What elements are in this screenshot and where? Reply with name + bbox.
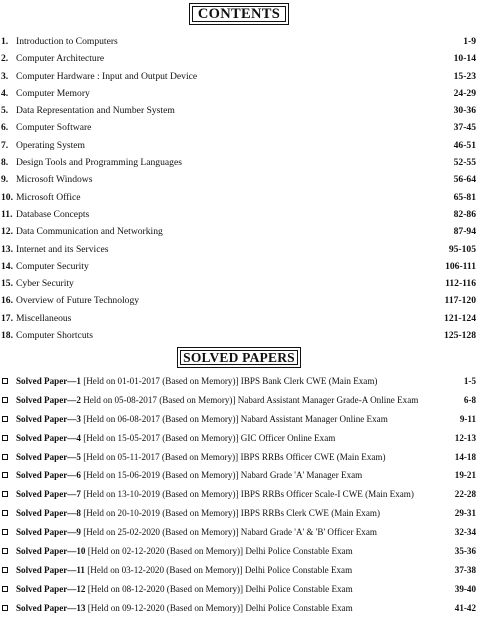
chapter-number: 2. — [1, 53, 9, 65]
chapter-row — [0, 102, 480, 119]
solved-paper-detail: [Held on 05-11-2017 (Based on Memory)] IBPS RRBs Officer CWE (Main Exam) — [80, 451, 386, 462]
checkbox-bullet-icon — [2, 567, 8, 573]
solved-paper-row — [0, 504, 480, 523]
chapter-row — [0, 137, 480, 154]
chapter-number: 15. — [1, 278, 13, 290]
solved-papers-heading-text: SOLVED PAPERS — [183, 349, 295, 365]
solved-paper-detail: [Held on 02-12-2020 (Based on Memory)] Delhi Police Constable Exam — [85, 546, 353, 557]
checkbox-bullet-icon — [2, 548, 8, 554]
solved-paper-detail: [Held on 01-01-2017 (Based on Memory)] IBPS Bank Clerk CWE (Main Exam) — [80, 376, 378, 386]
solved-paper-text — [16, 485, 414, 504]
solved-paper-detail: Held on 05-08-2017 (Based on Memory)] Nabard Assistant Manager Grade-A Online Exam — [80, 394, 419, 405]
chapter-row — [0, 33, 480, 50]
checkbox-bullet-icon — [2, 529, 8, 535]
chapter-number: 6. — [1, 122, 9, 134]
solved-paper-detail: [Held on 15-06-2019 (Based on Memory)] Nabard Grade 'A' Manager Exam — [80, 470, 363, 481]
chapter-pages: 95-105 — [448, 243, 476, 255]
contents-heading — [189, 3, 289, 25]
chapter-pages: 46-51 — [453, 139, 476, 151]
chapter-pages: 121-124 — [444, 312, 476, 324]
solved-paper-pages: 14-18 — [454, 451, 476, 462]
solved-paper-pages: 9-11 — [459, 413, 476, 424]
solved-paper-text — [16, 429, 335, 448]
solved-paper-text — [16, 542, 353, 561]
chapter-title: Overview of Future Technology — [16, 295, 140, 307]
chapter-number: 18. — [1, 330, 13, 342]
solved-paper-text — [16, 466, 362, 485]
chapter-row — [0, 327, 480, 344]
solved-paper-pages: 19-21 — [454, 470, 476, 481]
solved-paper-row — [0, 580, 480, 599]
solved-paper-row — [0, 429, 480, 448]
checkbox-bullet-icon — [2, 491, 8, 497]
chapter-row — [0, 275, 480, 292]
contents-heading-inner-border — [192, 6, 286, 22]
solved-paper-label: Solved Paper—6 — [16, 470, 81, 481]
chapter-pages: 30-36 — [453, 105, 476, 117]
chapter-title: Computer Shortcuts — [16, 330, 94, 342]
solved-paper-label: Solved Paper—12 — [16, 583, 86, 594]
solved-paper-detail: [Held on 15-05-2017 (Based on Memory)] GIC Officer Online Exam — [80, 432, 336, 443]
chapter-pages: 1-9 — [463, 36, 476, 47]
solved-papers-heading-inner-border — [180, 350, 298, 365]
chapter-title: Design Tools and Programming Languages — [16, 157, 182, 169]
solved-paper-row — [0, 523, 480, 542]
chapter-row — [0, 292, 480, 309]
chapter-title: Data Communication and Networking — [16, 226, 163, 238]
chapter-row — [0, 68, 480, 85]
solved-paper-text — [16, 391, 418, 410]
solved-paper-label: Solved Paper—4 — [16, 432, 81, 443]
chapter-pages: 37-45 — [453, 122, 476, 134]
checkbox-bullet-icon — [2, 605, 8, 611]
solved-paper-row — [0, 542, 480, 561]
solved-paper-text — [16, 372, 377, 391]
solved-paper-label: Solved Paper—11 — [16, 564, 85, 575]
chapter-number: 1. — [1, 36, 9, 47]
solved-paper-row — [0, 391, 480, 410]
chapter-row — [0, 206, 480, 223]
solved-papers-heading — [177, 347, 301, 368]
solved-paper-row — [0, 372, 480, 391]
chapter-number: 12. — [1, 226, 13, 238]
solved-paper-text — [16, 599, 353, 618]
solved-paper-row — [0, 485, 480, 504]
solved-paper-pages: 35-36 — [454, 546, 476, 557]
chapter-title: Cyber Security — [16, 278, 74, 290]
solved-paper-pages: 1-5 — [463, 376, 476, 386]
chapter-title: Introduction to Computers — [16, 36, 118, 47]
chapter-title: Computer Hardware : Input and Output Device — [16, 70, 198, 82]
checkbox-bullet-icon — [2, 378, 8, 384]
solved-paper-pages: 37-38 — [454, 564, 476, 575]
chapter-row — [0, 119, 480, 136]
chapter-row — [0, 154, 480, 171]
chapter-title: Computer Security — [16, 260, 89, 272]
chapter-number: 3. — [1, 70, 9, 82]
chapter-row — [0, 171, 480, 188]
chapter-list — [0, 33, 480, 344]
checkbox-bullet-icon — [2, 416, 8, 422]
checkbox-bullet-icon — [2, 510, 8, 516]
solved-paper-pages: 6-8 — [463, 394, 476, 405]
solved-paper-pages: 32-34 — [454, 527, 476, 538]
solved-paper-text — [16, 561, 352, 580]
chapter-number: 16. — [1, 295, 13, 307]
chapter-pages: 112-116 — [445, 278, 476, 290]
solved-paper-label: Solved Paper—9 — [16, 527, 81, 538]
chapter-row — [0, 223, 480, 240]
checkbox-bullet-icon — [2, 454, 8, 460]
solved-paper-detail: [Held on 06-08-2017 (Based on Memory)] Nabard Assistant Manager Online Exam — [80, 413, 388, 424]
chapter-pages: 87-94 — [453, 226, 476, 238]
chapter-title: Microsoft Windows — [16, 174, 93, 186]
chapter-number: 13. — [1, 243, 13, 255]
chapter-number: 4. — [1, 87, 9, 99]
solved-paper-row — [0, 466, 480, 485]
solved-paper-pages: 22-28 — [454, 489, 476, 500]
solved-paper-detail: [Held on 03-12-2020 (Based on Memory)] Delhi Police Constable Exam — [84, 564, 353, 575]
solved-paper-detail: [Held on 20-10-2019 (Based on Memory)] IBPS RRBs Clerk CWE (Main Exam) — [80, 508, 380, 519]
solved-paper-text — [16, 523, 377, 542]
solved-paper-detail: [Held on 08-12-2020 (Based on Memory)] Delhi Police Constable Exam — [85, 583, 353, 594]
chapter-title: Computer Architecture — [16, 53, 105, 65]
chapter-row — [0, 241, 480, 258]
chapter-pages: 56-64 — [453, 174, 476, 186]
checkbox-bullet-icon — [2, 435, 8, 441]
chapter-title: Database Concepts — [16, 208, 90, 220]
solved-paper-label: Solved Paper—5 — [16, 451, 81, 462]
chapter-title: Computer Software — [16, 122, 92, 134]
chapter-number: 17. — [1, 312, 13, 324]
solved-paper-text — [16, 448, 386, 467]
solved-paper-row — [0, 599, 480, 618]
chapter-title: Computer Memory — [16, 87, 90, 99]
solved-paper-row — [0, 561, 480, 580]
chapter-number: 7. — [1, 139, 9, 151]
chapter-number: 10. — [1, 191, 13, 203]
chapter-pages: 125-128 — [444, 330, 476, 342]
chapter-pages: 15-23 — [453, 70, 476, 82]
chapter-title: Data Representation and Number System — [16, 105, 175, 117]
chapter-number: 14. — [1, 260, 13, 272]
solved-paper-detail: [Held on 09-12-2020 (Based on Memory)] Delhi Police Constable Exam — [85, 602, 353, 613]
chapter-row — [0, 189, 480, 206]
solved-paper-label: Solved Paper—1 — [16, 376, 81, 386]
solved-paper-text — [16, 504, 380, 523]
chapter-number: 5. — [1, 105, 9, 117]
solved-paper-pages: 29-31 — [454, 508, 476, 519]
chapter-pages: 24-29 — [453, 87, 476, 99]
solved-paper-label: Solved Paper—3 — [16, 413, 81, 424]
solved-paper-detail: [Held on 13-10-2019 (Based on Memory)] IBPS RRBs Officer Scale-I CWE (Main Exam) — [80, 489, 414, 500]
contents-heading-text: CONTENTS — [197, 5, 281, 22]
solved-paper-pages: 41-42 — [454, 602, 476, 613]
chapter-pages: 106-111 — [445, 260, 476, 272]
solved-paper-label: Solved Paper—7 — [16, 489, 81, 500]
chapter-number: 9. — [1, 174, 9, 186]
chapter-row — [0, 85, 480, 102]
solved-paper-row — [0, 410, 480, 429]
solved-paper-row — [0, 448, 480, 467]
solved-paper-pages: 12-13 — [454, 432, 476, 443]
chapter-row — [0, 50, 480, 67]
chapter-title: Internet and its Services — [16, 243, 109, 255]
chapter-pages: 82-86 — [453, 208, 476, 220]
chapter-pages: 65-81 — [453, 191, 476, 203]
solved-paper-detail: [Held on 25-02-2020 (Based on Memory)] Nabard Grade 'A' & 'B' Officer Exam — [80, 527, 377, 538]
chapter-pages: 10-14 — [453, 53, 476, 65]
chapter-number: 11. — [1, 208, 13, 220]
checkbox-bullet-icon — [2, 472, 8, 478]
solved-paper-text — [16, 410, 388, 429]
solved-paper-label: Solved Paper—2 — [16, 394, 81, 405]
solved-paper-label: Solved Paper—13 — [16, 602, 86, 613]
chapter-row — [0, 310, 480, 327]
chapter-title: Miscellaneous — [16, 312, 72, 324]
chapter-pages: 117-120 — [444, 295, 476, 307]
checkbox-bullet-icon — [2, 397, 8, 403]
solved-paper-text — [16, 580, 353, 599]
solved-paper-pages: 39-40 — [454, 583, 476, 594]
chapter-number: 8. — [1, 157, 9, 169]
solved-paper-label: Solved Paper—10 — [16, 546, 86, 557]
chapter-title: Operating System — [16, 139, 86, 151]
chapter-title: Microsoft Office — [16, 191, 81, 203]
solved-paper-list — [0, 372, 480, 618]
checkbox-bullet-icon — [2, 586, 8, 592]
chapter-row — [0, 258, 480, 275]
solved-paper-label: Solved Paper—8 — [16, 508, 81, 519]
chapter-pages: 52-55 — [453, 157, 476, 169]
